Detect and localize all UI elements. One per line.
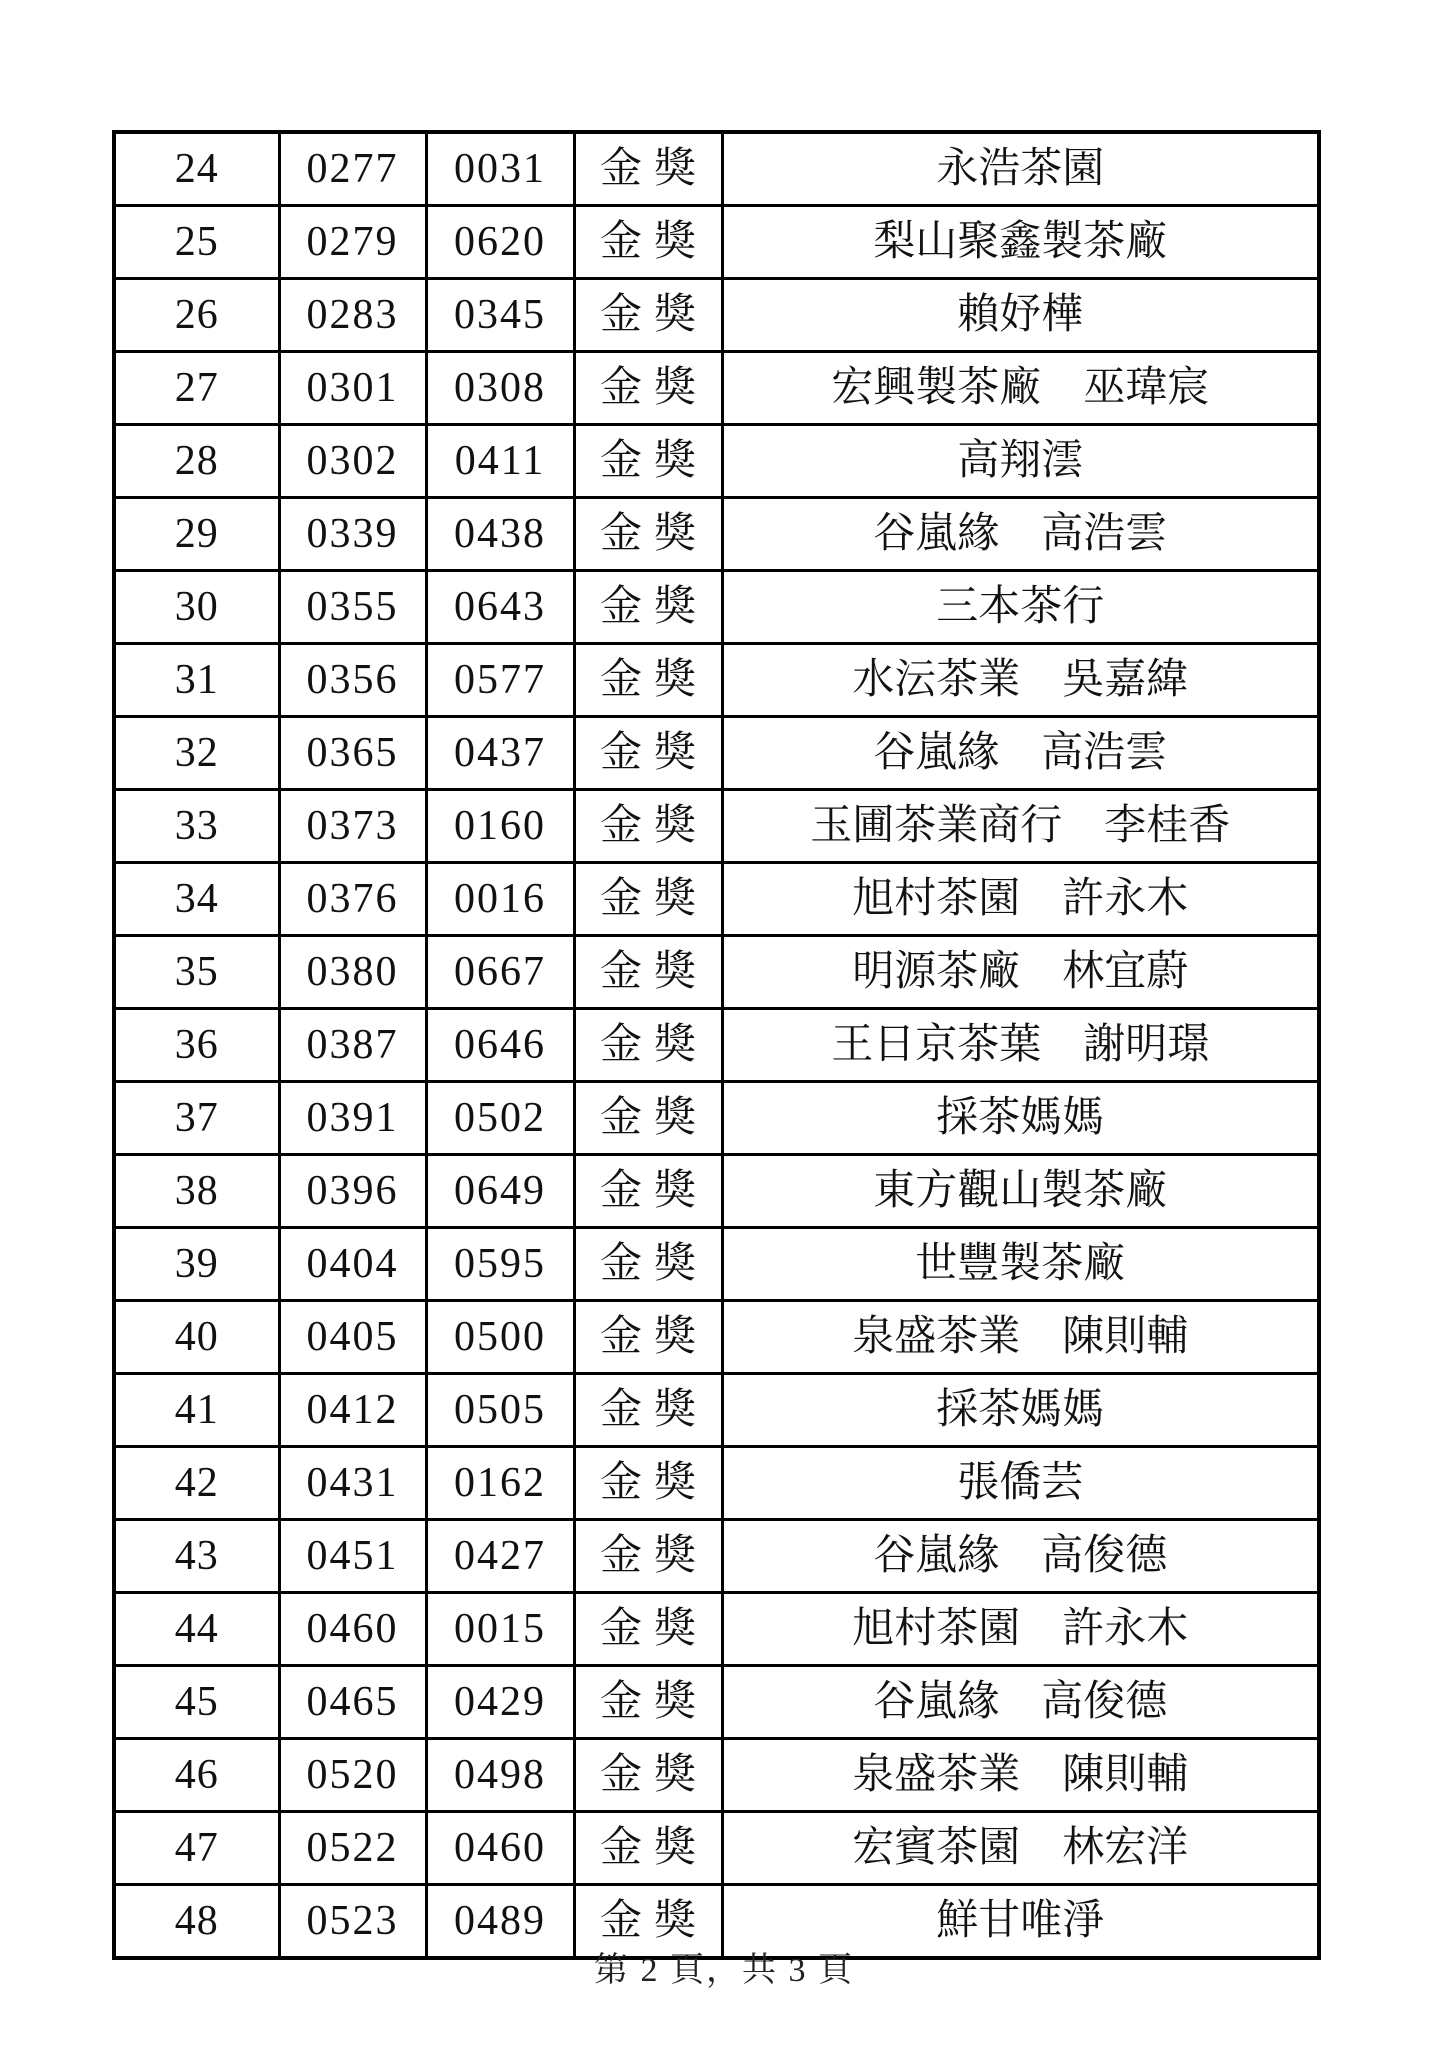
draw-number-cell: 0431 [279,1447,426,1520]
participant-cell: 泉盛茶業 陳則輔 [722,1739,1319,1812]
rank-cell: 37 [114,1082,279,1155]
award-cell: 金獎 [574,1739,722,1812]
entry-number-cell: 0031 [426,132,574,206]
rank-cell: 46 [114,1739,279,1812]
participant-cell: 谷嵐緣 高浩雲 [722,717,1319,790]
participant-cell: 採茶媽媽 [722,1082,1319,1155]
award-cell: 金獎 [574,863,722,936]
table-row [114,571,1319,644]
draw-number-cell: 0283 [279,279,426,352]
participant-cell: 水沄茶業 吳嘉緯 [722,644,1319,717]
table-row [114,1301,1319,1374]
participant-cell: 谷嵐緣 高俊德 [722,1666,1319,1739]
rank-cell: 34 [114,863,279,936]
rank-cell: 45 [114,1666,279,1739]
participant-cell: 谷嵐緣 高浩雲 [722,498,1319,571]
table-row [114,790,1319,863]
table-row [114,279,1319,352]
entry-number-cell: 0667 [426,936,574,1009]
table-row [114,1447,1319,1520]
participant-cell: 明源茶廠 林宜蔚 [722,936,1319,1009]
draw-number-cell: 0391 [279,1082,426,1155]
entry-number-cell: 0460 [426,1812,574,1885]
draw-number-cell: 0451 [279,1520,426,1593]
award-cell: 金獎 [574,1666,722,1739]
draw-number-cell: 0396 [279,1155,426,1228]
entry-number-cell: 0505 [426,1374,574,1447]
participant-cell: 採茶媽媽 [722,1374,1319,1447]
entry-number-cell: 0649 [426,1155,574,1228]
entry-number-cell: 0437 [426,717,574,790]
entry-number-cell: 0646 [426,1009,574,1082]
page-footer: 第 2 頁，共 3 頁 [594,1952,854,1989]
participant-cell: 宏興製茶廠 巫瑋宸 [722,352,1319,425]
rank-cell: 24 [114,132,279,206]
award-cell: 金獎 [574,425,722,498]
award-cell: 金獎 [574,790,722,863]
table-row [114,1009,1319,1082]
table-row [114,132,1319,206]
award-cell: 金獎 [574,1447,722,1520]
award-cell: 金獎 [574,1593,722,1666]
draw-number-cell: 0404 [279,1228,426,1301]
participant-cell: 玉圃茶業商行 李桂香 [722,790,1319,863]
table-row [114,1593,1319,1666]
participant-cell: 旭村茶園 許永木 [722,1593,1319,1666]
award-cell: 金獎 [574,936,722,1009]
award-cell: 金獎 [574,1812,722,1885]
table-row [114,1812,1319,1885]
rank-cell: 47 [114,1812,279,1885]
award-cell: 金獎 [574,1885,722,1959]
participant-cell: 泉盛茶業 陳則輔 [722,1301,1319,1374]
award-cell: 金獎 [574,279,722,352]
entry-number-cell: 0620 [426,206,574,279]
award-cell: 金獎 [574,644,722,717]
award-table-body [114,132,1319,1958]
table-row [114,863,1319,936]
draw-number-cell: 0302 [279,425,426,498]
entry-number-cell: 0162 [426,1447,574,1520]
entry-number-cell: 0429 [426,1666,574,1739]
entry-number-cell: 0595 [426,1228,574,1301]
entry-number-cell: 0411 [426,425,574,498]
participant-cell: 東方觀山製茶廠 [722,1155,1319,1228]
participant-cell: 高翔澐 [722,425,1319,498]
draw-number-cell: 0405 [279,1301,426,1374]
table-row [114,1520,1319,1593]
award-cell: 金獎 [574,132,722,206]
participant-cell: 宏賓茶園 林宏洋 [722,1812,1319,1885]
entry-number-cell: 0308 [426,352,574,425]
award-cell: 金獎 [574,1155,722,1228]
entry-number-cell: 0438 [426,498,574,571]
draw-number-cell: 0460 [279,1593,426,1666]
rank-cell: 32 [114,717,279,790]
rank-cell: 26 [114,279,279,352]
award-cell: 金獎 [574,1374,722,1447]
entry-number-cell: 0489 [426,1885,574,1959]
entry-number-cell: 0160 [426,790,574,863]
rank-cell: 38 [114,1155,279,1228]
entry-number-cell: 0643 [426,571,574,644]
award-cell: 金獎 [574,1520,722,1593]
participant-cell: 旭村茶園 許永木 [722,863,1319,936]
award-table [112,130,1321,1960]
table-row [114,1228,1319,1301]
award-cell: 金獎 [574,206,722,279]
participant-cell: 張僑芸 [722,1447,1319,1520]
table-row [114,1739,1319,1812]
rank-cell: 42 [114,1447,279,1520]
award-cell: 金獎 [574,1228,722,1301]
draw-number-cell: 0279 [279,206,426,279]
draw-number-cell: 0523 [279,1885,426,1959]
rank-cell: 35 [114,936,279,1009]
table-row [114,1155,1319,1228]
entry-number-cell: 0015 [426,1593,574,1666]
rank-cell: 31 [114,644,279,717]
table-row [114,206,1319,279]
draw-number-cell: 0465 [279,1666,426,1739]
draw-number-cell: 0380 [279,936,426,1009]
participant-cell: 世豐製茶廠 [722,1228,1319,1301]
participant-cell: 三本茶行 [722,571,1319,644]
rank-cell: 41 [114,1374,279,1447]
rank-cell: 44 [114,1593,279,1666]
draw-number-cell: 0339 [279,498,426,571]
draw-number-cell: 0365 [279,717,426,790]
draw-number-cell: 0376 [279,863,426,936]
rank-cell: 29 [114,498,279,571]
entry-number-cell: 0577 [426,644,574,717]
award-cell: 金獎 [574,1082,722,1155]
draw-number-cell: 0387 [279,1009,426,1082]
participant-cell: 王日京茶葉 謝明璟 [722,1009,1319,1082]
award-cell: 金獎 [574,717,722,790]
entry-number-cell: 0345 [426,279,574,352]
draw-number-cell: 0277 [279,132,426,206]
award-cell: 金獎 [574,1009,722,1082]
rank-cell: 25 [114,206,279,279]
rank-cell: 27 [114,352,279,425]
rank-cell: 30 [114,571,279,644]
table-row [114,644,1319,717]
table-row [114,1082,1319,1155]
entry-number-cell: 0502 [426,1082,574,1155]
draw-number-cell: 0373 [279,790,426,863]
rank-cell: 48 [114,1885,279,1959]
table-row [114,717,1319,790]
draw-number-cell: 0356 [279,644,426,717]
table-row [114,425,1319,498]
rank-cell: 43 [114,1520,279,1593]
rank-cell: 36 [114,1009,279,1082]
table-row [114,1666,1319,1739]
entry-number-cell: 0498 [426,1739,574,1812]
participant-cell: 鮮甘唯淨 [722,1885,1319,1959]
award-cell: 金獎 [574,1301,722,1374]
entry-number-cell: 0500 [426,1301,574,1374]
award-cell: 金獎 [574,571,722,644]
rank-cell: 39 [114,1228,279,1301]
entry-number-cell: 0427 [426,1520,574,1593]
table-row [114,1374,1319,1447]
award-cell: 金獎 [574,498,722,571]
draw-number-cell: 0522 [279,1812,426,1885]
rank-cell: 40 [114,1301,279,1374]
participant-cell: 永浩茶園 [722,132,1319,206]
participant-cell: 梨山聚鑫製茶廠 [722,206,1319,279]
rank-cell: 33 [114,790,279,863]
participant-cell: 谷嵐緣 高俊德 [722,1520,1319,1593]
participant-cell: 賴妤樺 [722,279,1319,352]
draw-number-cell: 0355 [279,571,426,644]
award-cell: 金獎 [574,352,722,425]
table-row [114,498,1319,571]
draw-number-cell: 0520 [279,1739,426,1812]
draw-number-cell: 0412 [279,1374,426,1447]
draw-number-cell: 0301 [279,352,426,425]
rank-cell: 28 [114,425,279,498]
table-row [114,936,1319,1009]
table-row [114,352,1319,425]
entry-number-cell: 0016 [426,863,574,936]
